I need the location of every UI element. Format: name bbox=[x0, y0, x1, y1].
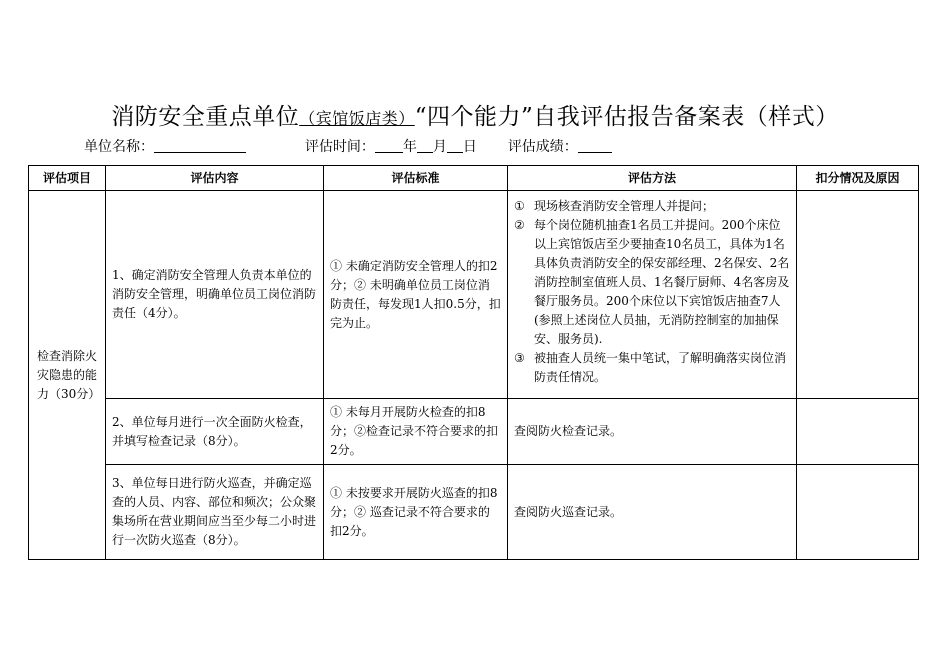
eval-score-field[interactable] bbox=[578, 138, 612, 153]
content-cell: 1、确定消防安全管理人负责本单位的消防安全管理，明确单位员工岗位消防责任（4分）。 bbox=[106, 191, 324, 399]
table-row bbox=[29, 465, 919, 560]
table-header-row bbox=[29, 166, 919, 191]
method-number: ② bbox=[514, 218, 525, 232]
month-field[interactable] bbox=[417, 138, 433, 153]
method-text: 现场核查消防安全管理人并提问； bbox=[534, 199, 715, 213]
standard-cell: ① 未每月开展防火检查的扣8分；②检查记录不符合要求的扣2分。 bbox=[324, 399, 508, 465]
deduction-cell[interactable] bbox=[797, 399, 919, 465]
method-list bbox=[514, 197, 790, 387]
method-item bbox=[514, 349, 790, 387]
title-main: 消防安全重点单位 bbox=[111, 104, 300, 130]
eval-time-label: 评估时间： bbox=[304, 139, 375, 155]
deduction-cell[interactable] bbox=[797, 465, 919, 560]
page-title bbox=[0, 98, 950, 131]
method-number: ③ bbox=[514, 351, 525, 365]
method-cell: 查阅防火巡查记录。 bbox=[508, 465, 797, 560]
header-method: 评估方法 bbox=[508, 166, 797, 191]
method-text: 被抽查人员统一集中笔试，了解明确落实岗位消防责任情况。 bbox=[534, 351, 787, 384]
table-row bbox=[29, 399, 919, 465]
assessment-table bbox=[28, 165, 919, 560]
content-cell: 2、单位每月进行一次全面防火检查，并填写检查记录（8分）。 bbox=[106, 399, 324, 465]
category-cell: 检查消除火灾隐患的能力（30分） bbox=[29, 191, 106, 560]
method-text: 每个岗位随机抽查1名员工并提问。200个床位以上宾馆饭店至少要抽查10名员工，具体为1名具体负责消防安全的保安部经理、2名保安、2名消防控制室值班人员、1名餐厅厨师、4名客房及餐厅服务员。200个床位以下宾馆饭店抽查7人(参照上述岗位人员抽，无消防控制室的加抽保安、服务员). bbox=[534, 218, 790, 346]
method-item bbox=[514, 216, 790, 349]
deduction-cell[interactable] bbox=[797, 191, 919, 399]
month-label: 月 bbox=[432, 139, 447, 155]
content-cell: 3、单位每日进行防火巡查，并确定巡查的人员、内容、部位和频次；公众聚集场所在营业期间应当至少每二小时进行一次防火巡查（8分）。 bbox=[106, 465, 324, 560]
header-deduction: 扣分情况及原因 bbox=[797, 166, 919, 191]
method-cell: 查阅防火检查记录。 bbox=[508, 399, 797, 465]
title-subtitle: （宾馆饭店类） bbox=[299, 109, 415, 128]
method-number: ① bbox=[514, 199, 525, 213]
standard-cell: ① 未确定消防安全管理人的扣2分；② 未明确单位员工岗位消防责任，每发现1人扣0.5分，扣完为止。 bbox=[324, 191, 508, 399]
year-label: 年 bbox=[402, 139, 417, 155]
header-content: 评估内容 bbox=[106, 166, 324, 191]
day-field[interactable] bbox=[447, 138, 463, 153]
form-meta bbox=[84, 136, 612, 156]
method-item bbox=[514, 197, 790, 216]
eval-score-label: 评估成绩： bbox=[507, 139, 578, 155]
table-row bbox=[29, 191, 919, 399]
title-rest: “四个能力”自我评估报告备案表（样式） bbox=[414, 104, 839, 130]
standard-cell: ① 未按要求开展防火巡查的扣8分；② 巡查记录不符合要求的扣2分。 bbox=[324, 465, 508, 560]
unit-name-field[interactable] bbox=[154, 138, 246, 153]
day-label: 日 bbox=[462, 139, 477, 155]
unit-name-label: 单位名称： bbox=[84, 139, 154, 155]
year-field[interactable] bbox=[375, 138, 403, 153]
header-standard: 评估标准 bbox=[324, 166, 508, 191]
method-cell bbox=[508, 191, 797, 399]
header-item: 评估项目 bbox=[29, 166, 106, 191]
